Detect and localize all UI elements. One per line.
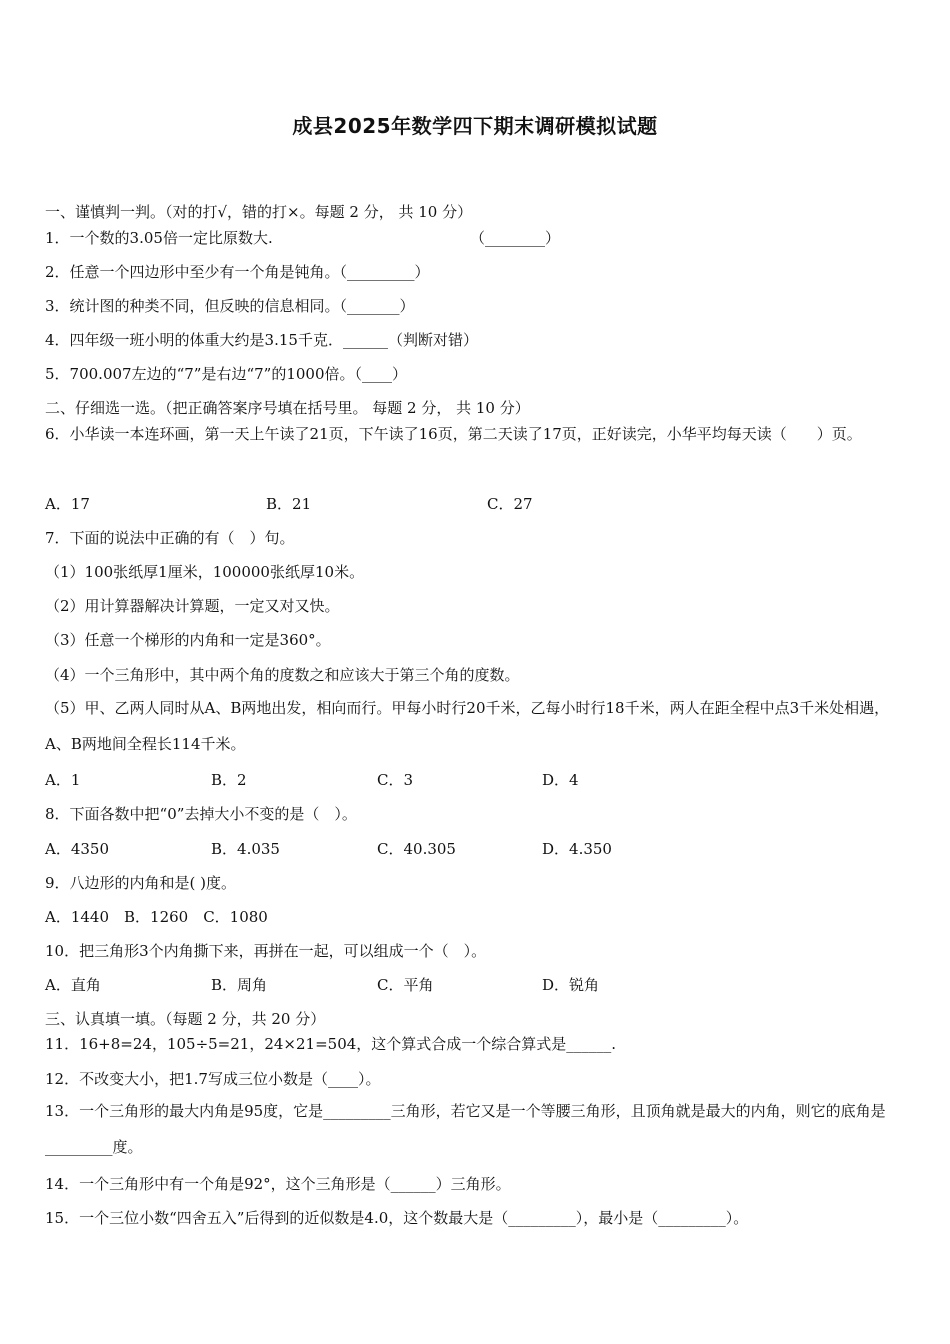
question-6: 6．小华读一本连环画，第一天上午读了21页，下午读了16页，第二天读了17页，正好读完，小华平均每天读（ ）页。 xyxy=(45,425,862,443)
question-8-option-a: A．4350 xyxy=(45,840,110,858)
question-7-option-a: A．1 xyxy=(45,771,81,789)
question-1 xyxy=(45,228,910,248)
question-10-option-d: D．锐角 xyxy=(542,976,600,994)
question-7-option-b: B．2 xyxy=(211,771,247,789)
question-11: 11．16+8=24，105÷5=21，24×21=504，这个算式合成一个综合算式是______. xyxy=(45,1035,617,1053)
question-9-options: A．1440 B．1260 C．1080 xyxy=(45,908,268,926)
question-7-item-5: （5）甲、乙两人同时从A、B两地出发，相向而行。甲每小时行20千米，乙每小时行18千米，两人在距全程中点3千米处相遇，A、B两地间全程长114千米。 xyxy=(45,699,890,753)
question-7-item-3: （3）任意一个梯形的内角和一定是360°。 xyxy=(45,631,331,649)
question-1-text: 1．一个数的3.05倍一定比原数大. xyxy=(45,229,273,247)
question-9: 9．八边形的内角和是( )度。 xyxy=(45,874,237,892)
section-1-heading: 一、谨慎判一判。（对的打√，错的打×。每题 2 分， 共 10 分） xyxy=(45,203,473,221)
question-3: 3．统计图的种类不同，但反映的信息相同。（_______） xyxy=(45,297,415,315)
question-4: 4．四年级一班小明的体重大约是3.15千克．______（判断对错） xyxy=(45,331,478,349)
section-3-heading: 三、认真填一填。（每题 2 分，共 20 分） xyxy=(45,1010,326,1028)
question-5: 5．700.007左边的“7”是右边“7”的1000倍。（____） xyxy=(45,365,408,383)
question-13: 13．一个三角形的最大内角是95度，它是_________三角形，若它又是一个等腰三角形，且顶角就是最大的内角，则它的底角是_________度。 xyxy=(45,1102,886,1156)
question-7-item-4: （4）一个三角形中，其中两个角的度数之和应该大于第三个角的度数。 xyxy=(45,666,520,684)
question-6-option-c: C．27 xyxy=(487,495,533,513)
question-10-option-a: A．直角 xyxy=(45,976,101,994)
question-7-item-2: （2）用计算器解决计算题，一定又对又快。 xyxy=(45,597,340,615)
question-10-option-c: C．平角 xyxy=(377,976,434,994)
question-8-option-b: B．4.035 xyxy=(211,840,280,858)
question-12: 12．不改变大小，把1.7写成三位小数是（____）。 xyxy=(45,1070,381,1088)
question-10: 10．把三角形3个内角撕下来，再拼在一起，可以组成一个（ ）。 xyxy=(45,942,487,960)
question-1-blank: （________） xyxy=(470,229,561,247)
question-8: 8．下面各数中把“0”去掉大小不变的是（ ）。 xyxy=(45,805,357,823)
question-15: 15．一个三位小数“四舍五入”后得到的近似数是4.0，这个数最大是（_________），最小是（_________）。 xyxy=(45,1209,749,1227)
section-2-heading: 二、仔细选一选。（把正确答案序号填在括号里。 每题 2 分， 共 10 分） xyxy=(45,399,530,417)
page-title: 成县2025年数学四下期末调研模拟试题 xyxy=(292,114,658,138)
question-14: 14．一个三角形中有一个角是92°，这个三角形是（______）三角形。 xyxy=(45,1175,511,1193)
question-8-option-c: C．40.305 xyxy=(377,840,456,858)
question-7-item-1: （1）100张纸厚1厘米，100000张纸厚10米。 xyxy=(45,563,365,581)
question-8-option-d: D．4.350 xyxy=(542,840,612,858)
question-7-option-d: D．4 xyxy=(542,771,579,789)
question-10-option-b: B．周角 xyxy=(211,976,268,994)
question-6-option-b: B．21 xyxy=(266,495,312,513)
question-7-option-c: C．3 xyxy=(377,771,414,789)
question-7: 7．下面的说法中正确的有（ ）句。 xyxy=(45,529,295,547)
question-6-option-a: A．17 xyxy=(45,495,90,513)
question-2: 2．任意一个四边形中至少有一个角是钝角。（_________） xyxy=(45,263,430,281)
